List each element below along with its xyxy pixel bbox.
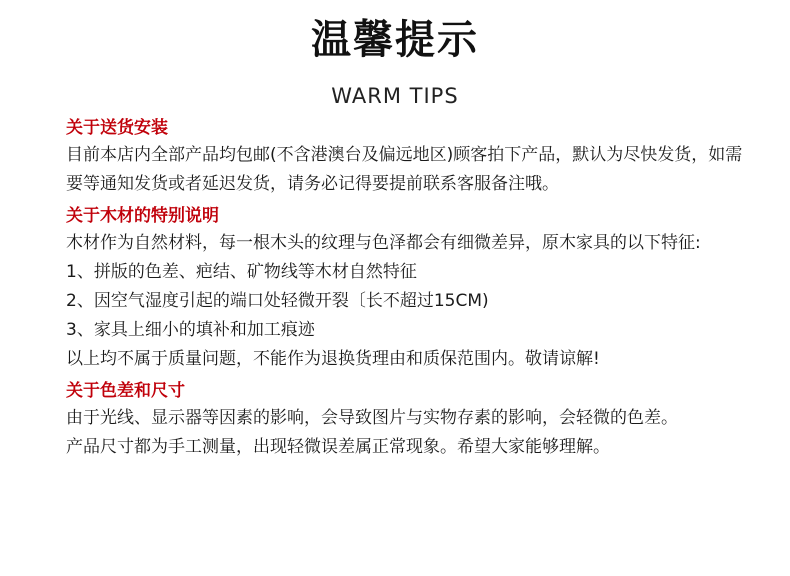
section-heading-delivery: 关于送货安装	[66, 118, 168, 138]
tips-content	[66, 115, 756, 462]
size-paragraph: 产品尺寸都为手工测量，出现轻微误差属正常现象。希望大家能够理解。	[66, 437, 610, 457]
color-difference-paragraph: 由于光线、显示器等因素的影响，会导致图片与实物存素的影响，会轻微的色差。	[66, 408, 678, 428]
page-subtitle: WARM TIPS	[331, 84, 459, 108]
page-title: 温馨提示	[311, 17, 479, 63]
wood-feature-item: 3、家具上细小的填补和加工痕迹	[66, 320, 315, 340]
wood-feature-item: 2、因空气湿度引起的端口处轻微开裂〔长不超过15CM)	[66, 291, 489, 311]
section-heading-wood: 关于木材的特别说明	[66, 206, 219, 226]
wood-disclaimer-paragraph: 以上均不属于质量问题，不能作为退换货理由和质保范围内。敬请谅解!	[66, 349, 600, 369]
wood-intro-paragraph: 木材作为自然材料，每一根木头的纹理与色泽都会有细微差异，原木家具的以下特征:	[66, 233, 701, 253]
section-heading-color-size: 关于色差和尺寸	[66, 381, 185, 401]
wood-feature-item: 1、拼版的色差、疤结、矿物线等木材自然特征	[66, 262, 417, 282]
delivery-paragraph: 目前本店内全部产品均包邮(不含港澳台及偏远地区)顾客拍下产品，默认为尽快发货，如需要等通知发货或者延迟发货，请务必记得要提前联系客服备注哦。	[66, 145, 743, 194]
